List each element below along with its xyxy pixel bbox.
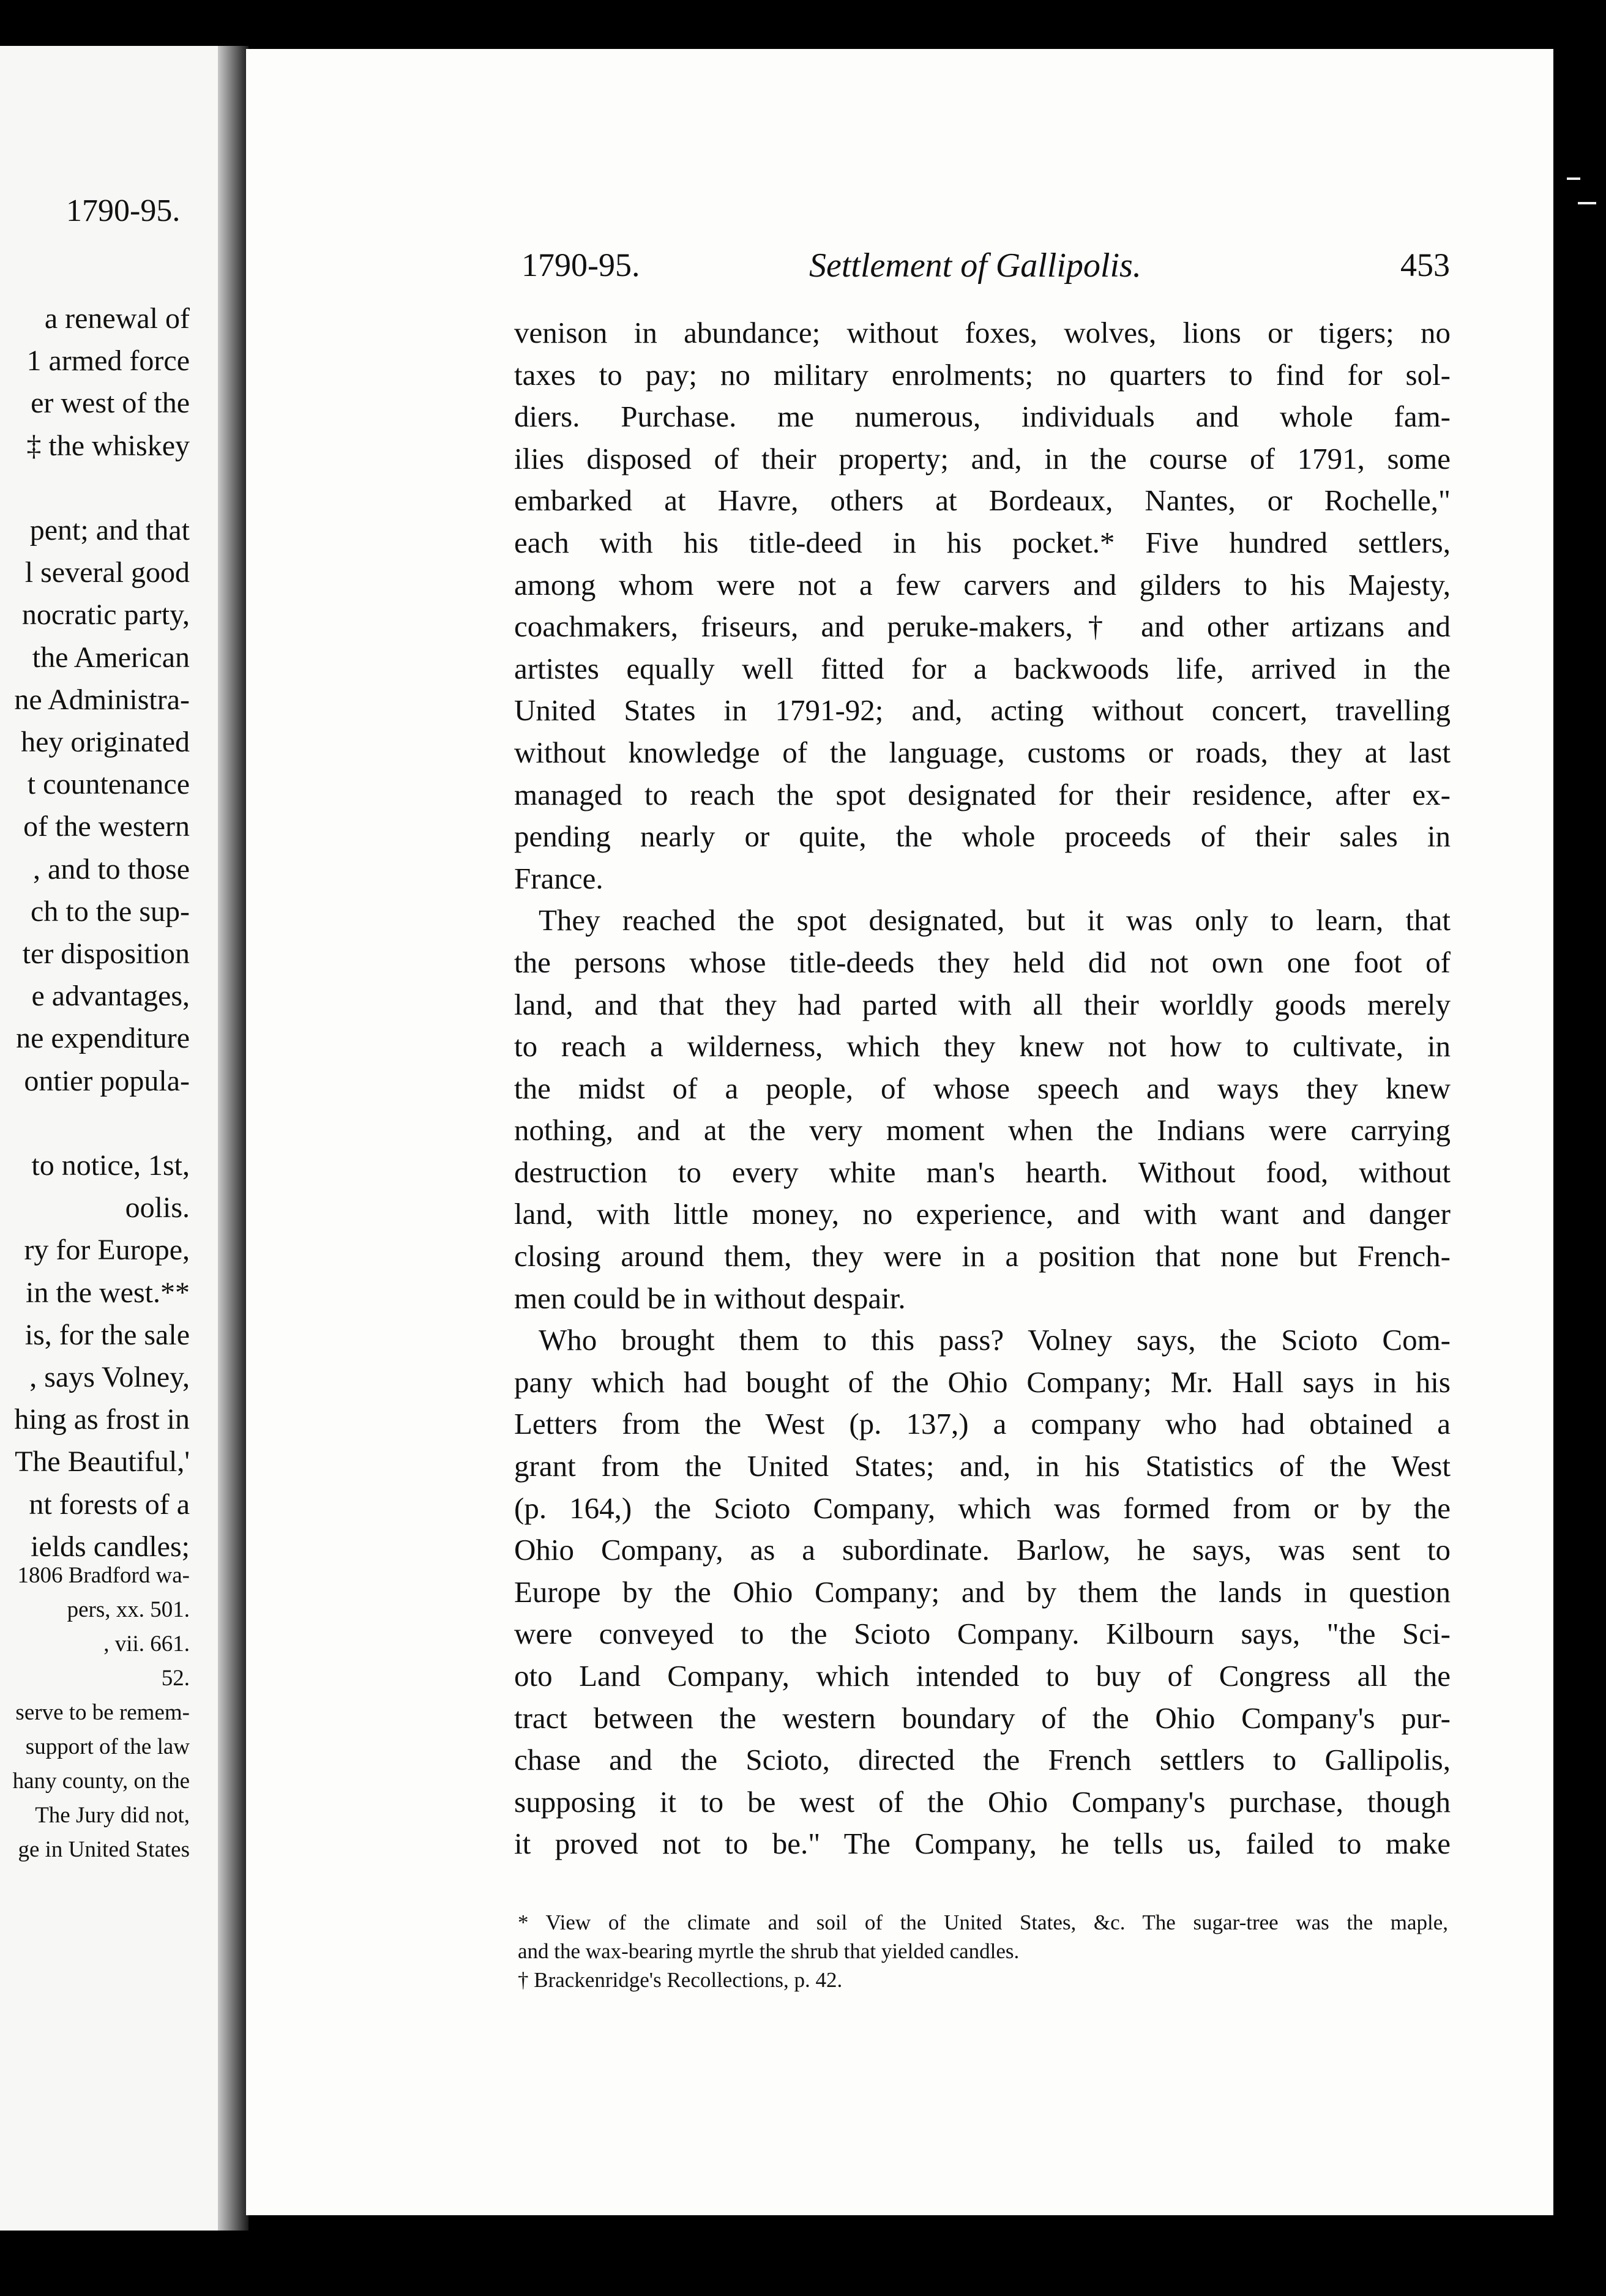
body-text — [514, 312, 1451, 1865]
facing-page — [0, 46, 228, 2231]
facing-page-note-line: ge in United States — [18, 1837, 190, 1862]
text-line: destruction to every white man's hearth. Without food, without — [514, 1155, 1451, 1189]
text-line: to reach a wilderness, which they knew not how to cultivate, in — [514, 1029, 1451, 1064]
text-line: nothing, and at the very moment when the Indians were carrying — [514, 1113, 1451, 1147]
facing-page-line: e advantages, — [31, 980, 190, 1013]
running-head-title: Settlement of Gallipolis. — [809, 247, 1141, 285]
text-line: grant from the United States; and, in his Statistics of the West — [514, 1449, 1451, 1483]
facing-page-note-line: , vii. 661. — [103, 1631, 190, 1657]
text-line: diers. Purchase. me numerous, individuals and whole fam- — [514, 400, 1451, 434]
text-line: managed to reach the spot designated for their residence, after ex- — [514, 777, 1451, 811]
text-line: ilies disposed of their property; and, in the course of 1791, some — [514, 441, 1451, 475]
facing-page-line: hing as frost in — [14, 1403, 190, 1436]
text-line: closing around them, they were in a position that none but French- — [514, 1239, 1451, 1273]
text-line: men could be in without despair. — [514, 1281, 906, 1315]
text-line: chase and the Scioto, directed the French settlers to Gallipolis, — [514, 1743, 1451, 1777]
facing-page-note-line: pers, xx. 501. — [67, 1597, 190, 1622]
text-line: United States in 1791-92; and, acting without concert, travelling — [514, 693, 1451, 728]
facing-page-line: ontier popula- — [24, 1064, 190, 1097]
text-line: taxes to pay; no military enrolments; no quarters to find for sol- — [514, 357, 1451, 392]
scan-mark — [1567, 177, 1580, 180]
facing-page-running-head: 1790-95. — [66, 193, 181, 228]
facing-page-line: ields candles; — [31, 1530, 190, 1563]
facing-page-line: oolis. — [125, 1191, 190, 1224]
facing-page-note-line: hany county, on the — [12, 1769, 190, 1794]
facing-page-line: er west of the — [31, 387, 190, 420]
text-line: oto Land Company, which intended to buy of Congress all the — [514, 1659, 1451, 1693]
facing-page-line: in the west.** — [26, 1276, 190, 1309]
facing-page-line: ne Administra- — [14, 683, 190, 716]
facing-page-line: ‡ the whiskey — [26, 429, 190, 462]
facing-page-note-line: support of the law — [25, 1734, 190, 1759]
text-line: embarked at Havre, others at Bordeaux, Nantes, or Rochelle," — [514, 483, 1451, 518]
facing-page-line: 1 armed force — [26, 345, 190, 378]
facing-page-line: nt forests of a — [29, 1488, 190, 1521]
facing-page-line: nocratic party, — [21, 598, 190, 632]
page-number: 453 — [1400, 247, 1450, 283]
text-line: were conveyed to the Scioto Company. Kilbourn says, "the Sci- — [514, 1617, 1451, 1651]
facing-page-line: , and to those — [33, 852, 190, 885]
book-gutter — [218, 46, 248, 2231]
text-line: Who brought them to this pass? Volney says, the Scioto Com- — [539, 1323, 1451, 1357]
text-line: They reached the spot designated, but it was only to learn, that — [539, 903, 1451, 937]
text-line: venison in abundance; without foxes, wolves, lions or tigers; no — [514, 316, 1451, 349]
facing-page-note-line: The Jury did not, — [35, 1803, 190, 1828]
footnote-line: and the wax-bearing myrtle the shrub that yielded candles. — [518, 1939, 1020, 1963]
text-line: each with his title-deed in his pocket.* Five hundred settlers, — [514, 525, 1451, 559]
footnote-line: * View of the climate and soil of the United States, &c. The sugar-tree was the maple, — [518, 1910, 1448, 1934]
text-line: supposing it to be west of the Ohio Company's purchase, though — [514, 1784, 1451, 1819]
text-line: land, and that they had parted with all their worldly goods merely — [514, 987, 1451, 1021]
facing-page-line: ter disposition — [22, 937, 190, 970]
text-line: the persons whose title-deeds they held did not own one foot of — [514, 945, 1451, 979]
text-line: pany which had bought of the Ohio Company; Mr. Hall says in his — [514, 1365, 1451, 1399]
facing-page-line: pent; and that — [29, 514, 190, 546]
facing-page-line: ry for Europe, — [24, 1234, 190, 1267]
facing-page-line: to notice, 1st, — [31, 1149, 190, 1182]
text-line: it proved not to be." The Company, he tells us, failed to make — [514, 1827, 1451, 1861]
facing-page-note-line: 1806 Bradford wa- — [17, 1563, 190, 1588]
text-line: (p. 164,) the Scioto Company, which was formed from or by the — [514, 1491, 1451, 1525]
facing-page-line: l several good — [24, 556, 190, 589]
scan-mark — [1578, 202, 1596, 204]
facing-page-line: The Beautiful,' — [15, 1445, 190, 1478]
text-line: the midst of a people, of whose speech and ways they knew — [514, 1071, 1451, 1105]
text-line: tract between the western boundary of the Ohio Company's pur- — [514, 1701, 1451, 1735]
facing-page-line: , says Volney, — [29, 1361, 190, 1393]
text-line: among whom were not a few carvers and gilders to his Majesty, — [514, 567, 1451, 602]
footnote-line: † Brackenridge's Recollections, p. 42. — [518, 1968, 843, 1992]
facing-page-note-line: serve to be remem- — [15, 1700, 190, 1725]
facing-page-line: ch to the sup- — [31, 895, 190, 928]
facing-page-line: hey originated — [21, 726, 190, 758]
text-line: land, with little money, no experience, and with want and danger — [514, 1197, 1451, 1231]
text-line: coachmakers, friseurs, and peruke-makers,† and other artizans and — [514, 609, 1451, 644]
facing-page-line: of the western — [23, 810, 190, 843]
book-page — [246, 49, 1553, 2215]
text-line: France. — [514, 861, 603, 895]
text-line: without knowledge of the language, customs or roads, they at last — [514, 735, 1451, 769]
facing-page-line: ne expenditure — [16, 1022, 190, 1055]
text-line: Letters from the West (p. 137,) a company who had obtained a — [514, 1407, 1451, 1441]
text-line: Ohio Company, as a subordinate. Barlow, he says, was sent to — [514, 1533, 1451, 1567]
facing-page-line: t countenance — [27, 768, 190, 801]
text-line: artistes equally well fitted for a backwoods life, arrived in the — [514, 651, 1451, 685]
text-line: pending nearly or quite, the whole proceeds of their sales in — [514, 819, 1451, 854]
facing-page-line: a renewal of — [44, 302, 190, 335]
facing-page-note-line: 52. — [161, 1666, 190, 1691]
footnotes — [518, 1908, 1448, 1994]
text-line: Europe by the Ohio Company; and by them the lands in question — [514, 1575, 1451, 1609]
facing-page-line: is, for the sale — [24, 1318, 190, 1351]
running-head-years: 1790-95. — [521, 247, 640, 283]
facing-page-line: the American — [32, 641, 190, 674]
